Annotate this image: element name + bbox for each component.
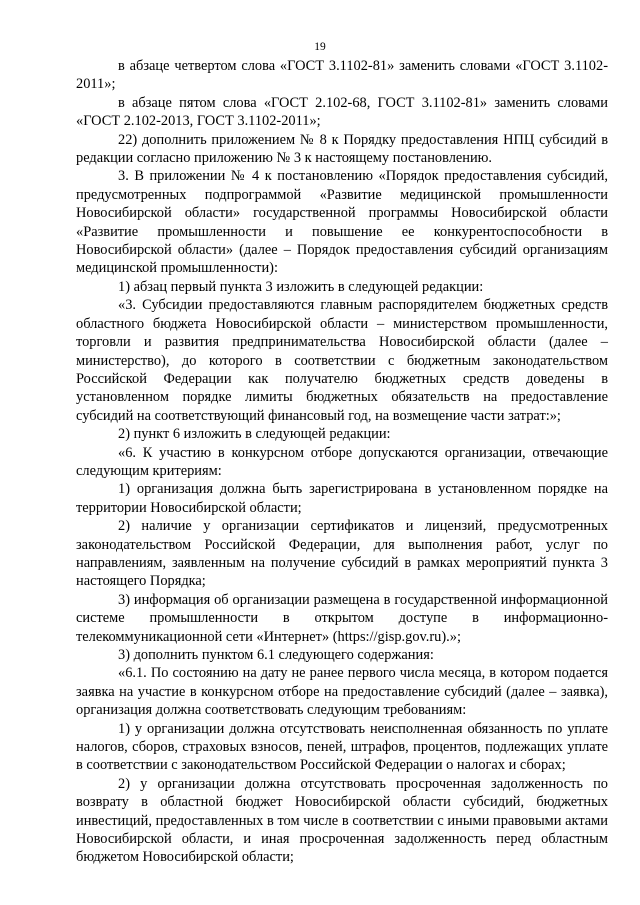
paragraph-section-3: 3. В приложении № 4 к постановлению «Порядок предоставления субсидий, предусмотренных подпрограммой «Развитие медицинской промышленности Новосибирской области» государственной программы Новосибирской области «Развитие промышленности и повышение ее конкурентоспособности в Новосибирской области» (далее – Порядок предоставления субсидий организациям медицинской промышленности): <box>76 168 608 277</box>
paragraph-item-2: 2) пункт 6 изложить в следующей редакции: <box>118 426 391 443</box>
paragraph-requirement-1: 1) у организации должна отсутствовать неисполненная обязанность по уплате налогов, сборов, страховых взносов, пеней, штрафов, процентов, подлежащих уплате в соответствии с законодательством Российской Федерации о налогах и сборах; <box>76 720 608 774</box>
paragraph-criterion-3: 3) информация об организации размещена в государственной информационной системе промышленности в открытом доступе в информационно-телекоммуникационной сети «Интернет» (https://gisp.gov.ru).»; <box>76 591 608 645</box>
document-body <box>76 57 608 867</box>
paragraph-abzac-4: в абзаце четвертом слова «ГОСТ 3.1102-81» заменить словами «ГОСТ 3.1102-2011»; <box>76 58 608 93</box>
paragraph-item-1: 1) абзац первый пункта 3 изложить в следующей редакции: <box>118 278 484 295</box>
paragraph-item-22: 22) дополнить приложением № 8 к Порядку предоставления НПЦ субсидий в редакции согласно приложению № 3 к настоящему постановлению. <box>76 131 608 167</box>
paragraph-quote-6-1: «6.1. По состоянию на дату не ранее первого числа месяца, в котором подается заявка на участие в конкурсном отборе на предоставление субсидий (далее – заявка), организация должна соответствовать следующим требованиям: <box>76 665 608 719</box>
paragraph-item-3: 3) дополнить пунктом 6.1 следующего содержания: <box>118 647 434 663</box>
paragraph-abzac-5: в абзаце пятом слова «ГОСТ 2.102-68, ГОСТ 3.1102-81» заменить словами «ГОСТ 2.102-2013, ГОСТ 3.1102-2011»; <box>76 94 608 130</box>
paragraph-quote-6: «6. К участию в конкурсном отборе допускаются организации, отвечающие следующим критериям: <box>76 444 608 479</box>
paragraph-criterion-2: 2) наличие у организации сертификатов и лицензий, предусмотренных законодательством Российской Федерации, для выполнения работ, услуг по направлениям, заявленным на получение субсидий в рамках мероприятий пункта 3 настоящего Порядка; <box>76 518 608 590</box>
paragraph-requirement-2: 2) у организации должна отсутствовать просроченная задолженность по возврату в областной бюджет Новосибирской области субсидий, бюджетных инвестиций, предоставленных в том числе в соответствии с иными правовыми актами Новосибирской области, и иная просроченная задолженность перед областным бюджетом Новосибирской области; <box>76 775 608 866</box>
paragraph-quote-3: «3. Субсидии предоставляются главным распорядителем бюджетных средств областного бюджета Новосибирской области – министерством промышленности, торговли и развития предпринимательства Новосибирской области (далее – министерство), до которого в соответствии с бюджетным законодательством Российской Федерации как получателю бюджетных средств доведены в установленном порядке лимиты бюджетных обязательств на предоставление субсидий на соответствующий финансовый год, на возмещение части затрат:»; <box>76 297 608 424</box>
paragraph-criterion-1: 1) организация должна быть зарегистрирована в установленном порядке на территории Новосибирской области; <box>76 481 608 516</box>
page-number: 19 <box>314 41 326 53</box>
